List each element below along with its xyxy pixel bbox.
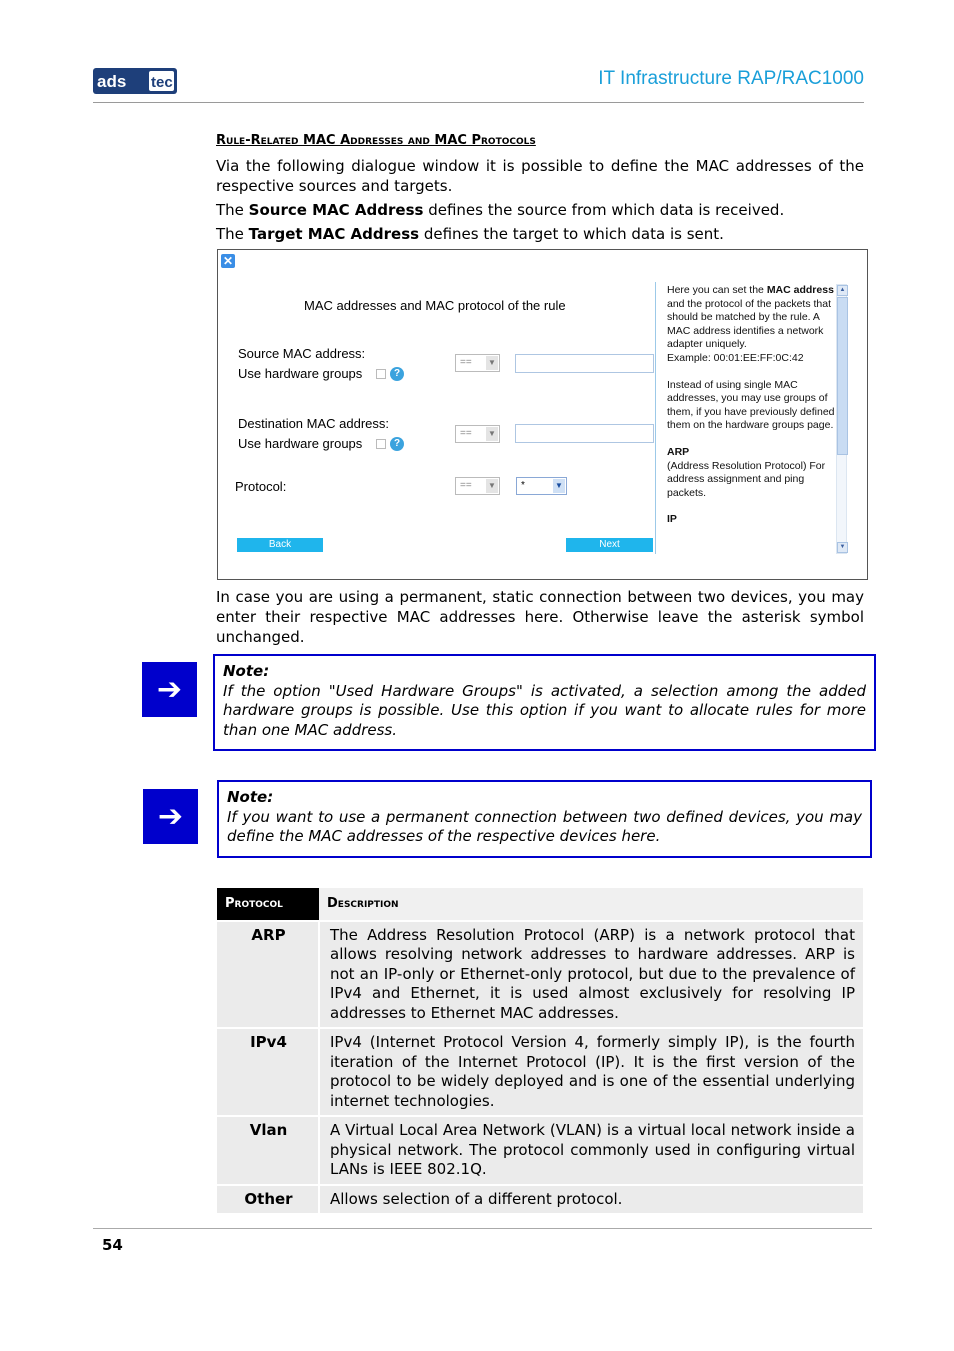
chevron-down-icon: ▼: [486, 427, 498, 441]
note-box-2: [217, 780, 872, 858]
protocol-label: Protocol:: [235, 479, 287, 494]
destination-hw-groups-label: Use hardware groups: [238, 436, 363, 451]
source-hw-groups-checkbox[interactable]: [376, 369, 386, 379]
protocol-table: [217, 888, 863, 1213]
table-row: [217, 1116, 863, 1185]
mac-dialog-screenshot: [217, 249, 868, 580]
help-p1-example: Example: 00:01:EE:FF:0C:42: [667, 351, 804, 364]
source-pre: The: [216, 201, 249, 219]
table-header-row: [217, 888, 863, 921]
protocol-column-header: Protocol: [217, 888, 319, 921]
help-arp-title: ARP: [667, 445, 690, 458]
back-button[interactable]: Back: [237, 538, 323, 552]
table-row: [217, 1028, 863, 1116]
protocol-operator-value: ==: [460, 480, 472, 491]
destination-operator-value: ==: [460, 428, 472, 439]
source-hw-groups-label: Use hardware groups: [238, 366, 363, 381]
arrow-right-icon: ➔: [142, 662, 197, 717]
protocol-cell: Other: [217, 1185, 319, 1214]
target-pre: The: [216, 225, 249, 243]
intro-paragraph: Via the following dialogue window it is possible to define the MAC addresses of the respective sources and targets.: [216, 157, 864, 195]
help-ip-title: IP: [667, 513, 677, 526]
help-divider: [655, 282, 656, 554]
protocol-select[interactable]: [516, 477, 567, 495]
dialog-title: MAC addresses and MAC protocol of the rule: [304, 298, 566, 313]
header-divider: [93, 102, 864, 103]
source-mac-paragraph: [216, 200, 864, 220]
protocol-cell: IPv4: [217, 1028, 319, 1116]
protocol-operator-select[interactable]: [455, 477, 500, 495]
source-help-icon[interactable]: ?: [390, 367, 404, 381]
source-operator-select[interactable]: [455, 354, 500, 372]
note-1-text: If the option "Used Hardware Groups" is activated, a selection among the added hardware groups is possible. Use this option if you want to allocate rules for more than one MAC address.: [223, 681, 866, 739]
close-icon[interactable]: ✕: [222, 254, 234, 268]
svg-text:tec: tec: [151, 74, 173, 91]
page-number: 54: [102, 1236, 123, 1254]
help-p1-post: and the protocol of the packets that should be matched by the rule. A MAC address identifies a network adapter uniquely.: [667, 297, 832, 351]
footer-divider: [93, 1228, 872, 1229]
help-scrollbar[interactable]: [836, 284, 847, 554]
table-row: [217, 1185, 863, 1214]
next-button[interactable]: Next: [566, 538, 653, 552]
target-post: defines the target to which data is sent.: [419, 225, 724, 243]
description-cell: The Address Resolution Protocol (ARP) is a network protocol that allows resolving network addresses to hardware addresses. ARP is not an IP-only or Ethernet-only protocol, but due to the prevalence of IPv4 and Ethernet, it is used almost exclusively for resolving IP addresses to Ethernet MAC addresses.: [319, 921, 863, 1029]
adstec-logo: [93, 68, 177, 94]
chevron-down-icon: ▼: [486, 479, 498, 493]
protocol-value: *: [521, 480, 525, 491]
scroll-up-icon[interactable]: ▲: [837, 285, 848, 296]
arrow-right-icon: ➔: [143, 789, 198, 844]
chevron-down-icon: ▼: [553, 479, 565, 493]
source-mac-input[interactable]: [515, 354, 654, 373]
help-p1-pre: Here you can set the: [667, 284, 767, 296]
destination-mac-label: Destination MAC address:: [238, 416, 390, 431]
description-cell: IPv4 (Internet Protocol Version 4, formerly simply IP), is the fourth iteration of the Internet Protocol (IP). It is the first version of the protocol to be widely deployed and is one of the essential underlying internet technologies.: [319, 1028, 863, 1116]
svg-text:ads: ads: [97, 72, 127, 91]
target-bold: Target MAC Address: [248, 225, 420, 243]
note-2-text: If you want to use a permanent connection between two defined devices, you may define the MAC addresses of the respective devices here.: [227, 807, 862, 845]
help-paragraph-2: Instead of using single MAC addresses, you may use groups of them, if you have previously defined them on the hardware groups page.: [667, 378, 835, 432]
note-box-1: [213, 654, 876, 751]
document-title: IT Infrastructure RAP/RAC1000: [598, 68, 864, 89]
description-cell: A Virtual Local Area Network (VLAN) is a virtual local network inside a physical network. The protocol commonly used in configuring virtual LANs is IEEE 802.1Q.: [319, 1116, 863, 1185]
table-row: [217, 921, 863, 1029]
note-1-title: Note:: [223, 662, 270, 680]
note-2-title: Note:: [227, 788, 274, 806]
destination-hw-groups-checkbox[interactable]: [376, 439, 386, 449]
scroll-down-icon[interactable]: ▼: [837, 542, 848, 553]
help-arp-body: (Address Resolution Protocol) For address assignment and ping packets.: [667, 459, 826, 499]
help-paragraph-1: [667, 284, 835, 366]
destination-operator-select[interactable]: [455, 425, 500, 443]
source-post: defines the source from which data is received.: [423, 201, 785, 219]
help-paragraph-3: [667, 446, 835, 500]
description-column-header: Description: [319, 888, 863, 921]
source-bold: Source MAC Address: [248, 201, 424, 219]
scroll-thumb[interactable]: [837, 297, 848, 455]
static-connection-paragraph: In case you are using a permanent, static connection between two devices, you may enter their respective MAC addresses here. Otherwise leave the asterisk symbol unchanged.: [216, 588, 864, 646]
source-operator-value: ==: [460, 357, 472, 368]
help-panel: [667, 284, 835, 540]
help-p1-bold: MAC address: [766, 284, 834, 296]
help-paragraph-4: [667, 513, 835, 527]
chevron-down-icon: ▼: [486, 356, 498, 370]
source-mac-label: Source MAC address:: [238, 346, 366, 361]
protocol-cell: ARP: [217, 921, 319, 1029]
description-cell: Allows selection of a different protocol.: [319, 1185, 863, 1214]
section-heading: Rule-Related MAC Addresses and MAC Protocols: [216, 133, 536, 148]
protocol-cell: Vlan: [217, 1116, 319, 1185]
destination-help-icon[interactable]: ?: [390, 437, 404, 451]
target-mac-paragraph: [216, 224, 864, 244]
destination-mac-input[interactable]: [515, 424, 654, 443]
